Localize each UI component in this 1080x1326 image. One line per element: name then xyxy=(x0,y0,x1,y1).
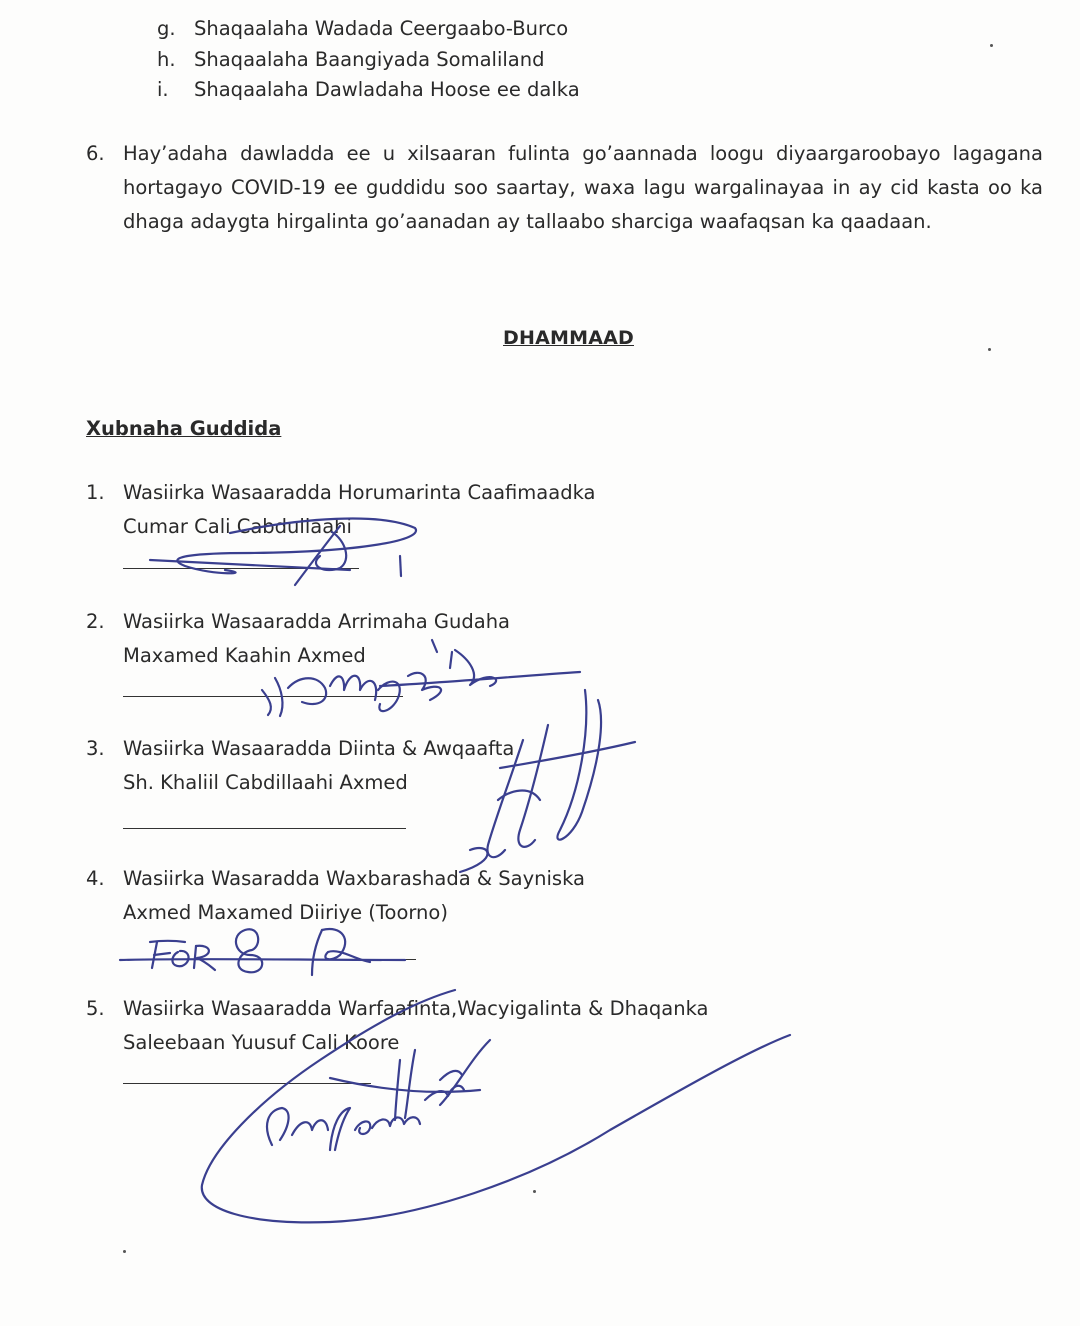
list-letter: i. xyxy=(157,78,169,101)
list-letter: h. xyxy=(157,48,176,71)
member-number: 1. xyxy=(86,481,105,504)
signature-4 xyxy=(120,929,405,975)
paragraph-body xyxy=(123,137,1043,239)
member-name: Sh. Khaliil Cabdillaahi Axmed xyxy=(123,771,408,794)
member-name: Maxamed Kaahin Axmed xyxy=(123,644,366,667)
closing-heading: DHAMMAAD xyxy=(503,327,634,349)
list-text: Shaqaalaha Baangiyada Somaliland xyxy=(194,48,545,71)
scan-speck xyxy=(533,1190,536,1193)
member-name: Axmed Maxamed Diiriye (Toorno) xyxy=(123,901,448,924)
list-text: Shaqaalaha Wadada Ceergaabo-Burco xyxy=(194,17,569,40)
scan-speck xyxy=(123,1250,126,1253)
paragraph-number: 6. xyxy=(86,142,105,165)
scan-speck xyxy=(988,348,991,351)
scan-speck xyxy=(990,44,993,47)
member-role: Wasiirka Wasaaradda Diinta & Awqaafta xyxy=(123,737,515,760)
members-heading: Xubnaha Guddida xyxy=(86,417,282,440)
member-role: Wasiirka Wasaaradda Horumarinta Caafimaadka xyxy=(123,481,596,504)
signature-line xyxy=(123,1083,371,1084)
member-number: 5. xyxy=(86,997,105,1020)
member-role: Wasiirka Wasaaradda Arrimaha Gudaha xyxy=(123,610,511,633)
member-role: Wasiirka Wasaaradda Warfaafinta,Wacyigalinta & Dhaqanka xyxy=(123,997,709,1020)
paragraph-line: hortagayo COVID-19 ee guddidu soo saartay, waxa lagu wargalinayaa in ay cid kasta oo ka xyxy=(123,176,1043,199)
list-text: Shaqaalaha Dawladaha Hoose ee dalka xyxy=(194,78,580,101)
list-letter: g. xyxy=(157,17,176,40)
signature-line xyxy=(123,959,416,960)
signature-line xyxy=(123,568,359,569)
member-name: Cumar Cali Cabdullaahi xyxy=(123,515,352,538)
signature-line xyxy=(123,828,406,829)
member-number: 2. xyxy=(86,610,105,633)
signature-line xyxy=(123,696,403,697)
signature-5 xyxy=(202,990,790,1222)
member-number: 4. xyxy=(86,867,105,890)
signature-3 xyxy=(460,690,635,872)
member-role: Wasiirka Wasaradda Waxbarashada & Sayniska xyxy=(123,867,585,890)
member-name: Saleebaan Yuusuf Cali Koore xyxy=(123,1031,400,1054)
paragraph-line: Hay’adaha dawladda ee u xilsaaran fulinta go’aannada loogu diyaargaroobayo lagagana xyxy=(123,142,1043,165)
paragraph-line: dhaga adaygta hirgalinta go’aanadan ay tallaabo sharciga waafaqsan ka qaadaan. xyxy=(123,210,932,233)
member-number: 3. xyxy=(86,737,105,760)
